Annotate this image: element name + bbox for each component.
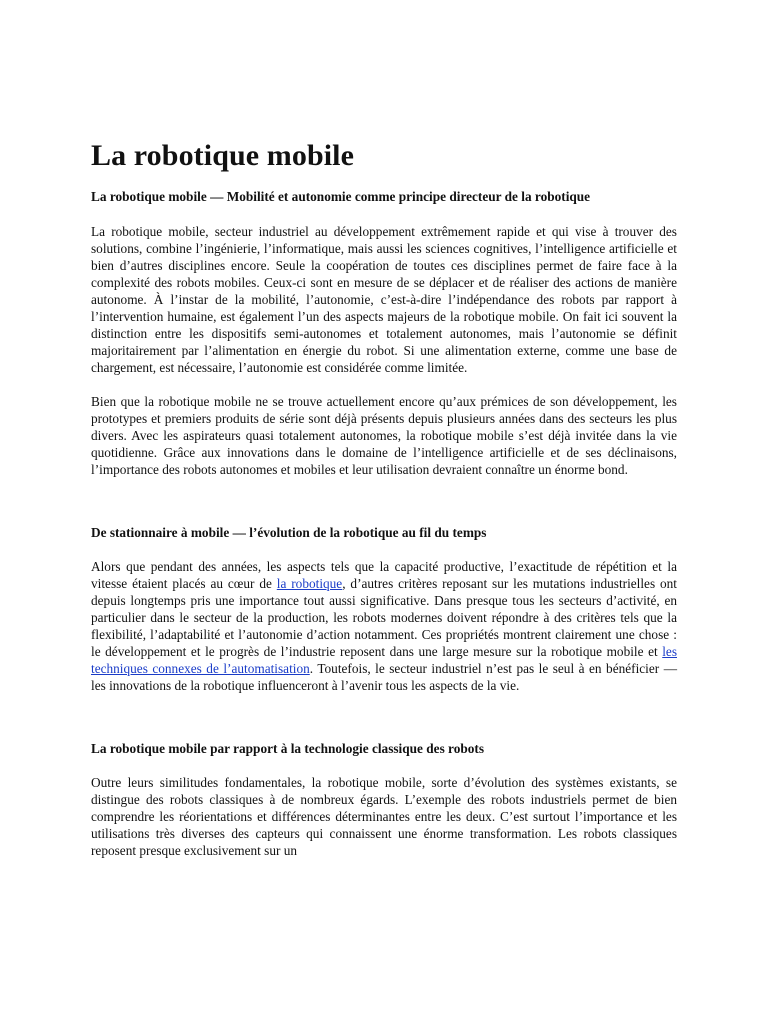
- paragraph-comparison: Outre leurs similitudes fondamentales, la robotique mobile, sorte d’évolution des systèmes existants, se distingue des robots classiques à de nombreux égards. L’exemple des robots industriels permet de bien comprendre les réorientations et différences déterminantes entre les deux. C’est surtout l’importance et les utilisations très diverses des capteurs qui connaissent une énorme transformation. Les robots classiques reposent presque exclusivement sur un: [91, 775, 677, 858]
- paragraph-evolution-text-a: Alors que pendant des années, les aspects tels que la capacité productive, l’exactitude de répétition et la vitesse étaient placés au cœur de: [91, 559, 677, 591]
- paragraph-evolution-text-b: , d’autres critères reposant sur les mutations industrielles ont depuis longtemps pris une importance tout aussi significative. Dans presque tous les secteurs d’activité, en particulier dans le secteur de la production, les robots modernes doivent répondre à des critères tels que la flexibilité, l’adaptabilité et l’autonomie d’action notamment. Ces propriétés montrent clairement une chose : le développement et le progrès de l’industrie reposent dans une large mesure sur la robotique mobile et: [91, 576, 677, 659]
- heading-robotique-classique: La robotique mobile par rapport à la technologie classique des robots: [91, 741, 485, 756]
- link-techniques-automatisation[interactable]: les techniques connexes de l’automatisation: [91, 644, 677, 676]
- document-content: [91, 138, 677, 859]
- paragraph-evolution: [91, 558, 677, 694]
- paragraph-intro: La robotique mobile, secteur industriel au développement extrêmement rapide et qui vise à trouver des solutions, combine l’ingénierie, l’informatique, mais aussi les sciences cognitives, l’intelligence artificielle et bien d’autres disciplines encore. Seule la coopération de toutes ces disciplines permet de faire face à la complexité des robots mobiles. Ceux-ci sont en mesure de se déplacer et de réaliser des actions de manière autonome. À l’instar de la mobilité, l’autonomie, c’est-à-dire l’indépendance des robots par rapport à l’intervention humaine, est également l’un des aspects majeurs de la robotique mobile. On fait ici souvent la distinction entre les dispositifs semi-autonomes et totalement autonomes, mais l’autonomie se définit majoritairement par l’alimentation en énergie du robot. Si une alimentation externe, comme une base de chargement, est nécessaire, l’autonomie est considérée comme limitée.: [91, 224, 677, 375]
- paragraph-evolution-text-c: . Toutefois, le secteur industriel n’est pas le seul à en bénéficier — les innovations de la robotique influenceront à l’avenir tous les aspects de la vie.: [91, 661, 677, 693]
- link-la-robotique[interactable]: la robotique: [276, 576, 343, 591]
- heading-stationnaire-mobile: De stationnaire à mobile — l’évolution de la robotique au fil du temps: [91, 525, 487, 540]
- page-title: La robotique mobile: [91, 139, 355, 172]
- section-subtitle: La robotique mobile — Mobilité et autonomie comme principe directeur de la robotique: [91, 189, 591, 204]
- paragraph-development: Bien que la robotique mobile ne se trouve actuellement encore qu’aux prémices de son développement, les prototypes et premiers produits de série sont déjà présents depuis plusieurs années dans des secteurs les plus divers. Avec les aspirateurs quasi totalement autonomes, la robotique mobile s’est déjà invitée dans la vie quotidienne. Grâce aux innovations dans le domaine de l’intelligence artificielle et de ses déclinaisons, l’importance des robots autonomes et mobiles et leur utilisation devraient connaître un énorme bond.: [91, 394, 677, 477]
